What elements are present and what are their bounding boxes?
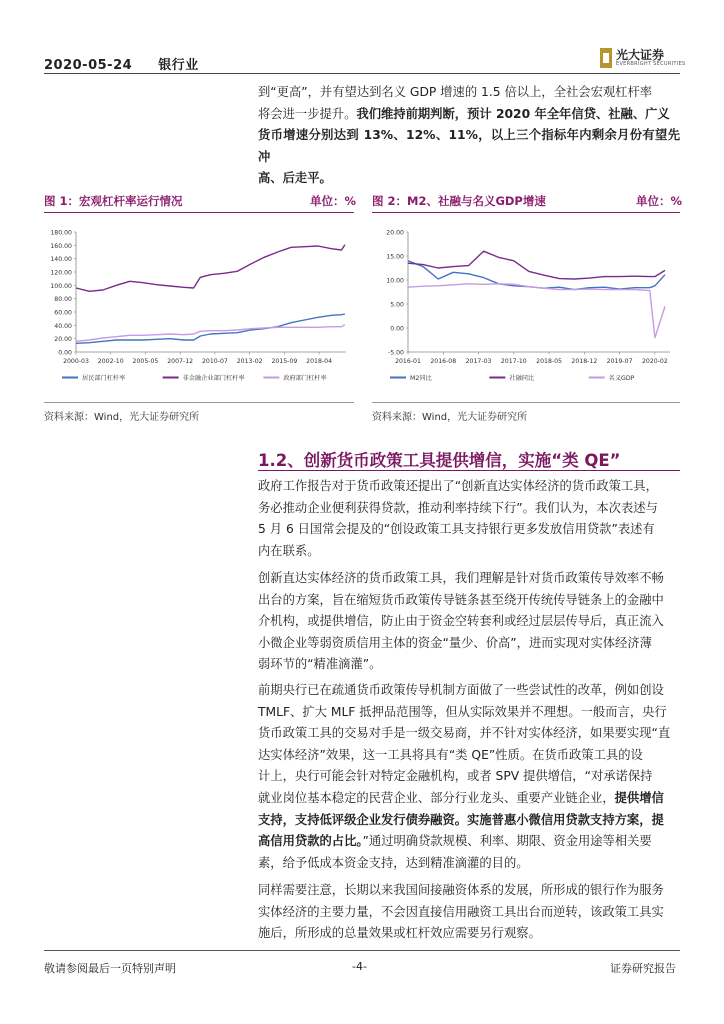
report-sector: 银行业 (158, 58, 199, 73)
text-line: 计上，央行可能会针对特定金融机构，或者 SPV 提供增信，“对承诺保持 (258, 769, 653, 784)
x-tick-label: 2000-03 (63, 358, 89, 365)
figure2-chart (372, 218, 680, 398)
text-line: 高信用贷款的占比。”通过明确贷款规模、利率、期限、资金用途等相关要 (258, 834, 652, 849)
y-tick-label: 5.00 (390, 301, 404, 309)
figure2-source: 资料来源：Wind，光大证券研究所 (372, 412, 528, 423)
company-logo (600, 46, 686, 70)
text-line: 货币政策工具的交易对手是一级交易商，并不针对实体经济，如果要实现“直 (258, 726, 671, 741)
y-tick-label: 20.00 (54, 336, 72, 344)
x-tick-label: 2018-04 (306, 358, 333, 365)
section-title: 1.2、创新货币政策工具提供增信，实施“类 QE” (258, 451, 621, 470)
y-tick-label: -5.00 (387, 349, 404, 357)
logo-name: 光大证券 (616, 48, 665, 62)
x-tick-label: 2005-05 (132, 358, 159, 365)
legend-label: 政府部门杠杆率 (283, 375, 327, 382)
figure1-title: 图 1：宏观杠杆率运行情况 (44, 194, 183, 208)
text-line: 素，给予低成本资金支持，达到精准滴灌的目的。 (258, 855, 529, 870)
text-line: 达实体经济”效果，这一工具将具有“类 QE”性质。在货币政策工具的设 (258, 747, 643, 762)
intro-line: 货币增速分别达到 13%、12%、11%，以上三个指标年内剩余月份有望先冲 (258, 128, 680, 164)
figure1-source-rule (44, 402, 354, 403)
paragraph-1 (258, 476, 680, 562)
x-tick-label: 2017-03 (465, 358, 492, 365)
text-line: 介机构，或提供增信，防止由于资金空转套利或经过层层传导后，真正流入 (258, 614, 664, 629)
y-tick-label: 100.00 (50, 282, 72, 290)
footer-report-type: 证券研究报告 (610, 962, 676, 975)
legend-label: 名义GDP (608, 375, 635, 382)
text-line: 政府工作报告对于货币政策还提出了“创新直达实体经济的货币政策工具， (258, 479, 658, 493)
logo-mark-icon (600, 48, 612, 68)
text-line: 内在联系。 (258, 543, 320, 558)
series-line-1 (76, 314, 345, 343)
text-line: 5 月 6 日国常会提及的“创设政策工具支持银行更多发放信用贷款”表述有 (258, 522, 655, 537)
footer-disclaimer: 敬请参阅最后一页特别声明 (44, 962, 176, 975)
intro-paragraph (258, 82, 680, 190)
x-tick-label: 2002-10 (97, 358, 124, 365)
paragraph-4 (258, 880, 680, 945)
text-line: 同样需要注意，长期以来我国间接融资体系的发展，所形成的银行作为服务 (258, 883, 664, 897)
intro-line: 将会进一步提升。我们维持前期判断，预计 2020 年全年信贷、社融、广义 (258, 106, 670, 121)
text-line: 小微企业等弱资质信用主体的资金“量少、价高”，进而实现对实体经济薄 (258, 635, 652, 650)
intro-line: 到“更高”，并有望达到名义 GDP 增速的 1.5 倍以上，全社会宏观杠杆率 (258, 85, 653, 99)
x-tick-label: 2007-12 (167, 358, 194, 365)
text-line: 实体经济的主要力量，不会因直接信用融资工具出台而逆转，该政策工具实 (258, 904, 664, 919)
page-number: -4- (352, 960, 367, 973)
text-line: 就业岗位基本稳定的民营企业、部分行业龙头、重要产业链企业，提供增信 (258, 790, 664, 805)
x-tick-label: 2020-02 (641, 358, 668, 365)
logo-name-en: EVERBRIGHT SECURITIES (616, 61, 686, 67)
text-line: 弱环节的“精准滴灌”。 (258, 657, 382, 672)
report-date-sector (44, 54, 199, 73)
text-line: 创新直达实体经济的货币政策工具，我们理解是针对货币政策传导效率不畅 (258, 571, 664, 585)
y-tick-label: 120.00 (50, 269, 72, 277)
y-tick-label: 20.00 (386, 229, 404, 237)
x-tick-label: 2017-10 (500, 358, 527, 365)
x-tick-label: 2015-09 (271, 358, 298, 365)
x-tick-label: 2018-12 (571, 358, 598, 365)
figure2-title-rule (372, 212, 680, 213)
y-tick-label: 60.00 (54, 309, 72, 317)
footer-divider (44, 950, 680, 951)
intro-line: 高、后走平。 (258, 171, 332, 186)
figure1-unit: 单位：% (310, 194, 357, 208)
y-tick-label: 0.00 (390, 325, 404, 333)
figure1-title-rule (44, 212, 354, 213)
legend-label: 非金融企业部门杠杆率 (182, 375, 245, 382)
y-tick-label: 10.00 (386, 277, 404, 285)
y-tick-label: 180.00 (50, 229, 72, 237)
figure1-source: 资料来源：Wind，光大证券研究所 (44, 412, 200, 423)
text-line: 务必推动企业便利获得贷款，推动利率持续下行”。我们认为，本次表述与 (258, 500, 658, 515)
x-tick-label: 2016-08 (430, 358, 457, 365)
series-line-3 (76, 325, 345, 342)
x-tick-label: 2010-07 (201, 358, 228, 365)
x-tick-label: 2019-07 (606, 358, 633, 365)
text-line: 施后，所形成的总量效果或杠杆效应需要另行观察。 (258, 926, 541, 941)
section-title-rule (258, 470, 680, 471)
y-tick-label: 140.00 (50, 256, 72, 264)
legend-label: 居民部门杠杆率 (82, 375, 126, 382)
legend-label: M2同比 (410, 375, 432, 382)
text-line: 前期央行已在疏通货币政策传导机制方面做了一些尝试性的改革，例如创设 (258, 683, 664, 697)
paragraph-3 (258, 680, 680, 874)
text-line: 支持，支持低评级企业发行债券融资。实施普惠小微信用贷款支持方案，提 (258, 812, 664, 827)
header-divider (44, 73, 680, 74)
figure2-unit: 单位：% (636, 194, 683, 208)
x-tick-label: 2016-01 (395, 358, 421, 365)
figure1-chart (44, 218, 354, 398)
legend-label: 社融同比 (509, 375, 535, 382)
report-date: 2020-05-24 (44, 58, 133, 73)
y-tick-label: 80.00 (54, 296, 72, 304)
figure2-source-rule (372, 402, 680, 403)
series-line-3 (408, 284, 665, 338)
y-tick-label: 0.00 (58, 349, 72, 357)
y-tick-label: 40.00 (54, 322, 72, 330)
y-tick-label: 15.00 (386, 253, 404, 261)
paragraph-2 (258, 568, 680, 676)
y-tick-label: 160.00 (50, 242, 72, 250)
text-line: TMLF、扩大 MLF 抵押品范围等，但从实际效果并不理想。一般而言，央行 (258, 704, 667, 719)
x-tick-label: 2018-05 (536, 358, 563, 365)
series-line-2 (76, 245, 345, 292)
x-tick-label: 2013-02 (236, 358, 263, 365)
figure2-title: 图 2：M2、社融与名义GDP增速 (372, 194, 546, 208)
text-line: 出台的方案，旨在缩短货币政策传导链条甚至绕开传统传导链条上的金融中 (258, 592, 664, 607)
